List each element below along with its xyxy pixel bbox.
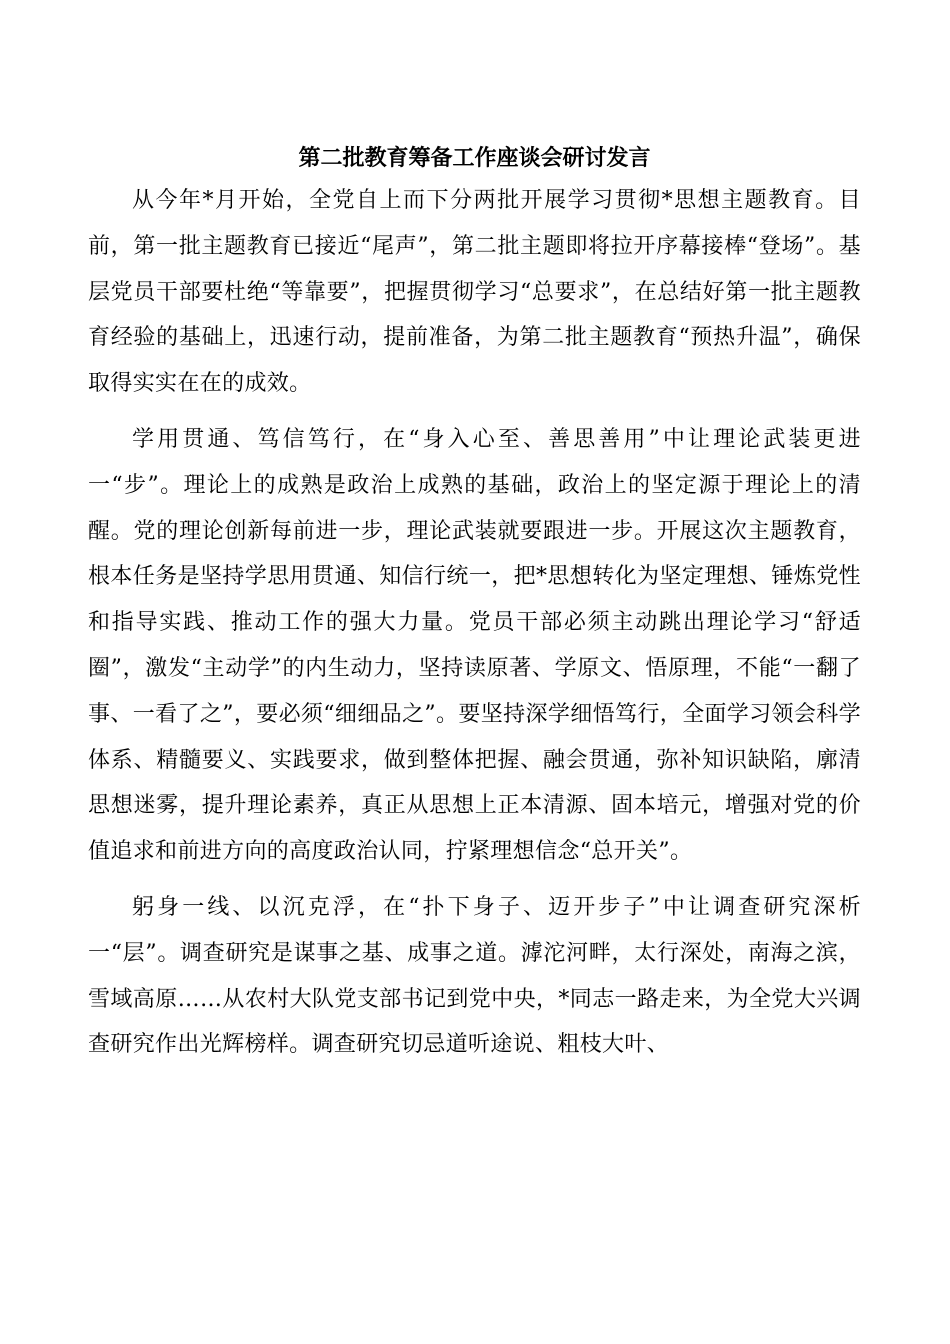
paragraph-3: 躬身一线、以沉克浮，在“扑下身子、迈开步子”中让调查研究深析一“层”。调查研究是谋事之基、成事之道。滹沱河畔，太行深处，南海之滨，雪域高原……从农村大队党支部书记到党中央，*同志一路走来，为全党大兴调查研究作出光辉榜样。调查研究切忌道听途说、粗枝大叶、 bbox=[88, 894, 861, 1058]
document-page bbox=[88, 138, 861, 1068]
paragraph-1: 从今年*月开始，全党自上而下分两批开展学习贯彻*思想主题教育。目前，第一批主题教育已接近“尾声”，第二批主题即将拉开序幕接棒“登场”。基层党员干部要杜绝“等靠要”，把握贯彻学习“总要求”，在总结好第一批主题教育经验的基础上，迅速行动，提前准备，为第二批主题教育“预热升温”，确保取得实实在在的成效。 bbox=[88, 188, 861, 397]
document-title: 第二批教育筹备工作座谈会研讨发言 bbox=[298, 145, 651, 171]
paragraph-2: 学用贯通、笃信笃行，在“身入心至、善思善用”中让理论武装更进一“步”。理论上的成熟是政治上成熟的基础，政治上的坚定源于理论上的清醒。党的理论创新每前进一步，理论武装就要跟进一步。开展这次主题教育，根本任务是坚持学思用贯通、知信行统一，把*思想转化为坚定理想、锤炼党性和指导实践、推动工作的强大力量。党员干部必须主动跳出理论学习“舒适圈”，激发“主动学”的内生动力，坚持读原著、学原文、悟原理，不能“一翻了事、一看了之”，要必须“细细品之”。要坚持深学细悟笃行，全面学习领会科学体系、精髓要义、实践要求，做到整体把握、融会贯通，弥补知识缺陷，廓清思想迷雾，提升理论素养，真正从思想上正本清源、固本培元，增强对党的价值追求和前进方向的高度政治认同，拧紧理想信念“总开关”。 bbox=[88, 426, 861, 865]
